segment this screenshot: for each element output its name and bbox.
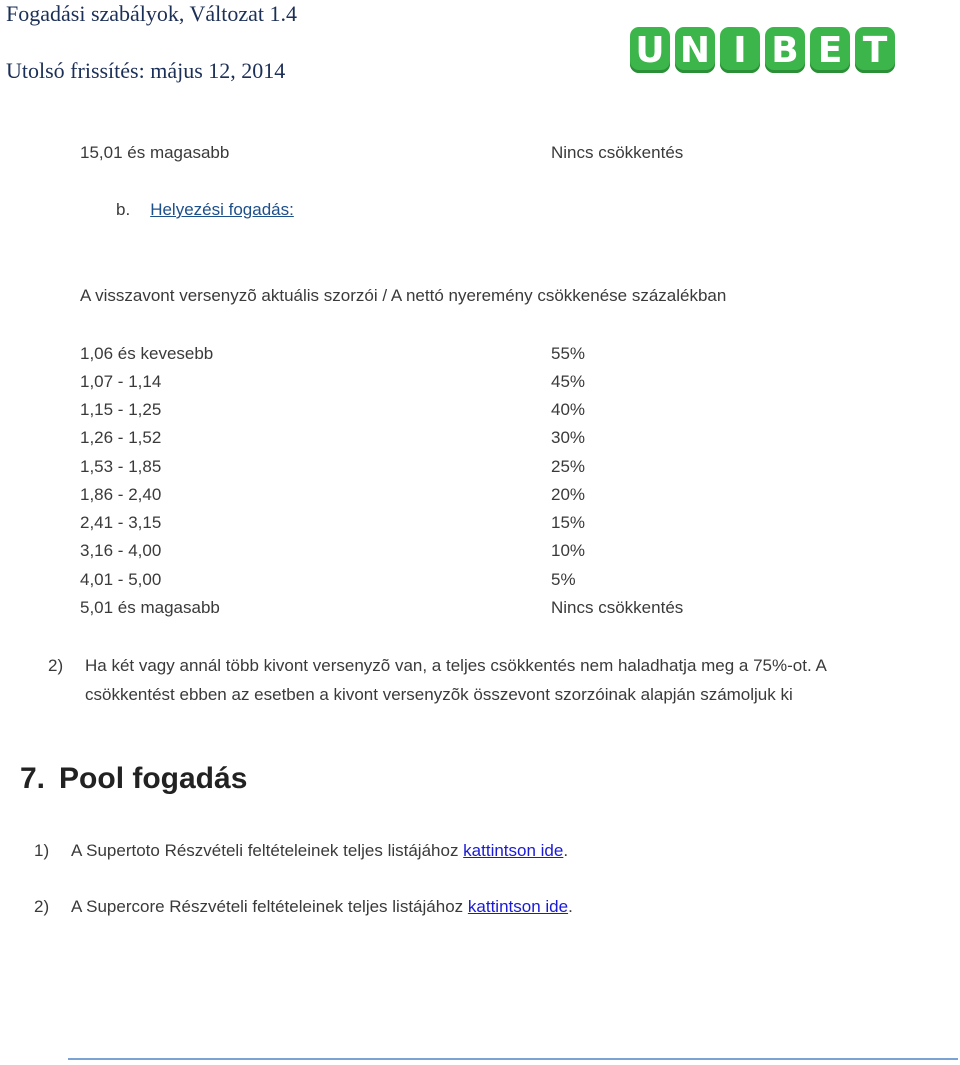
note-line-2: csökkentést ebben az esetben a kivont versenyzõk összevont szorzóinak alapján számoljuk ki (85, 685, 793, 704)
logo-letter: I (720, 27, 760, 73)
item-text: A Supercore Részvételi feltételeinek teljes listájához (71, 897, 468, 916)
section-heading (20, 762, 247, 796)
list-item (34, 892, 573, 921)
table-intro: A visszavont versenyzõ aktuális szorzói / A nettó nyeremény csökkenése százalékban (80, 286, 727, 305)
item-end: . (563, 841, 569, 860)
logo-letter: B (765, 27, 805, 73)
note-paragraph (48, 651, 948, 709)
table-row-value: Nincs csökkentés (551, 598, 684, 617)
note-number: 2) (48, 656, 64, 675)
table-row-range: 1,15 - 1,25 (80, 400, 162, 419)
section-number: 7. (20, 762, 46, 795)
top-row-range: 15,01 és magasabb (80, 143, 230, 162)
logo-letter: N (675, 27, 715, 73)
section-title: Pool fogadás (59, 762, 248, 795)
table-row-value: 40% (551, 400, 586, 419)
item-number: 1) (34, 841, 50, 860)
table-row-range: 1,26 - 1,52 (80, 428, 162, 447)
table-row-value: 55% (551, 344, 586, 363)
logo-letter: U (630, 27, 670, 73)
supertoto-link[interactable]: kattintson ide (463, 841, 564, 860)
table-row-range: 1,06 és kevesebb (80, 344, 214, 363)
item-end: . (568, 897, 573, 916)
item-text: A Supertoto Részvételi feltételeinek teljes listájához (71, 841, 464, 860)
subheading-letter: b. (116, 200, 131, 219)
table-row-value: 45% (551, 372, 586, 391)
table-row-value: 25% (551, 457, 586, 476)
logo-letter: T (855, 27, 895, 73)
footer-divider (68, 1058, 958, 1060)
table-row-range: 1,53 - 1,85 (80, 457, 162, 476)
note-line-1: Ha két vagy annál több kivont versenyzõ van, a teljes csökkentés nem haladhatja meg a 75%-ot. A (85, 656, 827, 675)
subheading (116, 200, 294, 220)
table-row-value: 30% (551, 428, 586, 447)
table-row-value: 15% (551, 513, 586, 532)
table-row-range: 3,16 - 4,00 (80, 541, 162, 560)
subheading-text: Helyezési fogadás: (150, 200, 294, 219)
table-row-value: 10% (551, 541, 586, 560)
item-number: 2) (34, 897, 50, 916)
table-row-value: 5% (551, 570, 576, 589)
unibet-logo (630, 27, 900, 79)
table-row-range: 1,07 - 1,14 (80, 372, 162, 391)
document-title: Fogadási szabályok, Változat 1.4 (6, 1, 298, 26)
last-updated-date: Utolsó frissítés: május 12, 2014 (6, 58, 286, 83)
top-row-value: Nincs csökkentés (551, 143, 684, 162)
logo-letter: E (810, 27, 850, 73)
table-row-value: 20% (551, 485, 586, 504)
list-item (34, 836, 568, 865)
table-row-range: 5,01 és magasabb (80, 598, 220, 617)
table-row-range: 2,41 - 3,15 (80, 513, 162, 532)
supercore-link[interactable]: kattintson ide (467, 897, 569, 916)
table-row-range: 1,86 - 2,40 (80, 485, 162, 504)
table-row-range: 4,01 - 5,00 (80, 570, 162, 589)
